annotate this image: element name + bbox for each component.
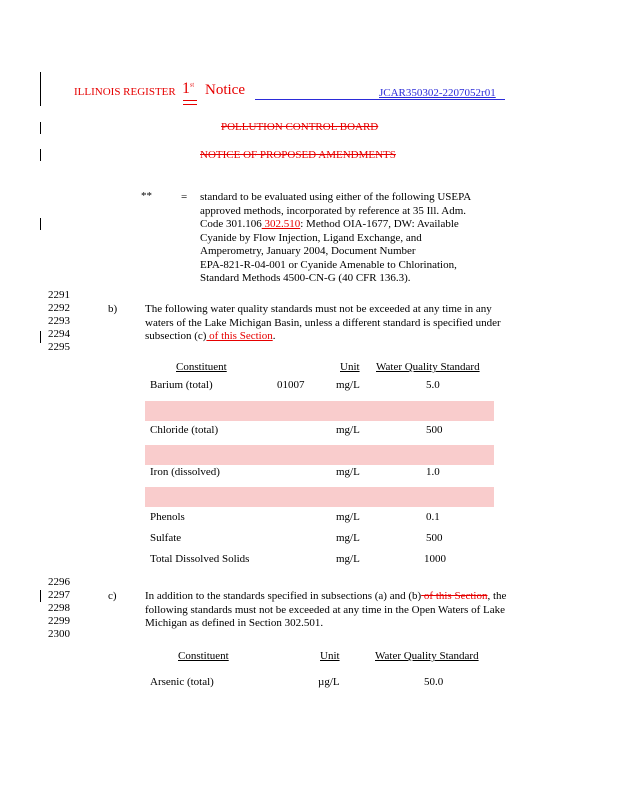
inserted-row-band <box>145 487 494 507</box>
table-c-header-unit: Unit <box>320 650 340 662</box>
table-c-cell-value: 50.0 <box>424 676 444 688</box>
table-b-cell-code: 01007 <box>277 379 305 391</box>
table-b-cell-value: 5.0 <box>426 379 440 391</box>
table-b-header-standard: Water Quality Standard <box>376 361 480 373</box>
board-title: POLLUTION CONTROL BOARD <box>221 121 379 133</box>
line-number: 2292 <box>48 302 70 314</box>
line-number: 2298 <box>48 602 70 614</box>
line-number: 2294 <box>48 328 70 340</box>
change-bar <box>40 590 41 602</box>
table-b-header-constituent: Constituent <box>176 361 227 373</box>
line-number: 2295 <box>48 341 70 353</box>
line-number: 2291 <box>48 289 70 301</box>
table-b-cell-name: Total Dissolved Solids <box>150 553 250 565</box>
line-number: 2297 <box>48 589 70 601</box>
section-b-text: The following water quality standards must not be exceeded at any time in any waters of the Lake Michigan Basin, unless a different standard is specified under subsection (c) of this Section. <box>145 303 501 342</box>
table-c-cell-name: Arsenic (total) <box>150 676 214 688</box>
notice-title: NOTICE OF PROPOSED AMENDMENTS <box>200 149 396 161</box>
header-underline <box>255 99 505 100</box>
table-b-cell-unit: mg/L <box>336 379 360 391</box>
change-bar <box>40 72 41 106</box>
table-b-cell-value: 500 <box>426 424 443 436</box>
table-b-header-unit: Unit <box>340 361 360 373</box>
table-b-cell-unit: mg/L <box>336 553 360 565</box>
line-number: 2299 <box>48 615 70 627</box>
table-c-header-standard: Water Quality Standard <box>375 650 479 662</box>
document-id: JCAR350302-2207052r01 <box>379 87 496 99</box>
table-b-cell-name: Chloride (total) <box>150 424 219 436</box>
table-b-cell-unit: mg/L <box>336 511 360 523</box>
line-number: 2300 <box>48 628 70 640</box>
footnote-marker: ** <box>141 190 152 202</box>
footnote-text: standard to be evaluated using either of the following USEPA approved methods, incorporated by reference at 35 Ill. Adm. Code 301.106 302.510: Method OIA-1677, DW: Available Cyanide by Flow Injection, Ligand Exchange, and Amperometry, January 2004, Document Number EPA-821-R-04-001 or Cyanide Amenable to Chlorination, Standard Methods 4500-CN-G (40 CFR 136.3). <box>200 191 472 284</box>
inserted-row-band <box>145 401 494 421</box>
table-c-cell-unit: µg/L <box>318 676 340 688</box>
register-title: ILLINOIS REGISTER <box>74 86 176 98</box>
change-bar <box>40 331 41 343</box>
header-rule <box>183 100 197 101</box>
header-rule <box>183 104 197 105</box>
inserted-row-band <box>145 445 494 465</box>
table-b-cell-name: Barium (total) <box>150 379 213 391</box>
line-number: 2296 <box>48 576 70 588</box>
section-b-label: b) <box>108 303 118 315</box>
section-c-label: c) <box>108 590 117 602</box>
table-b-cell-value: 1.0 <box>426 466 440 478</box>
line-number: 2293 <box>48 315 70 327</box>
table-c-header-constituent: Constituent <box>178 650 229 662</box>
section-c-text: In addition to the standards specified in subsections (a) and (b) of this Section, the following standards must not be exceeded at any time in the Open Waters of Lake Michigan as defined in Section 302.501. <box>145 590 507 629</box>
table-b-cell-unit: mg/L <box>336 466 360 478</box>
table-b-cell-unit: mg/L <box>336 424 360 436</box>
notice-label: Notice <box>205 82 245 98</box>
table-b-cell-name: Iron (dissolved) <box>150 466 220 478</box>
table-b-cell-value: 500 <box>426 532 443 544</box>
change-bar <box>40 218 41 230</box>
footnote-equals: = <box>181 191 188 203</box>
change-bar <box>40 122 41 134</box>
table-b-cell-name: Sulfate <box>150 532 182 544</box>
change-bar <box>40 149 41 161</box>
table-b-cell-value: 1000 <box>424 553 446 565</box>
page-number: 1st <box>182 80 195 97</box>
table-b-cell-value: 0.1 <box>426 511 440 523</box>
table-b-cell-name: Phenols <box>150 511 185 523</box>
table-b-cell-unit: mg/L <box>336 532 360 544</box>
